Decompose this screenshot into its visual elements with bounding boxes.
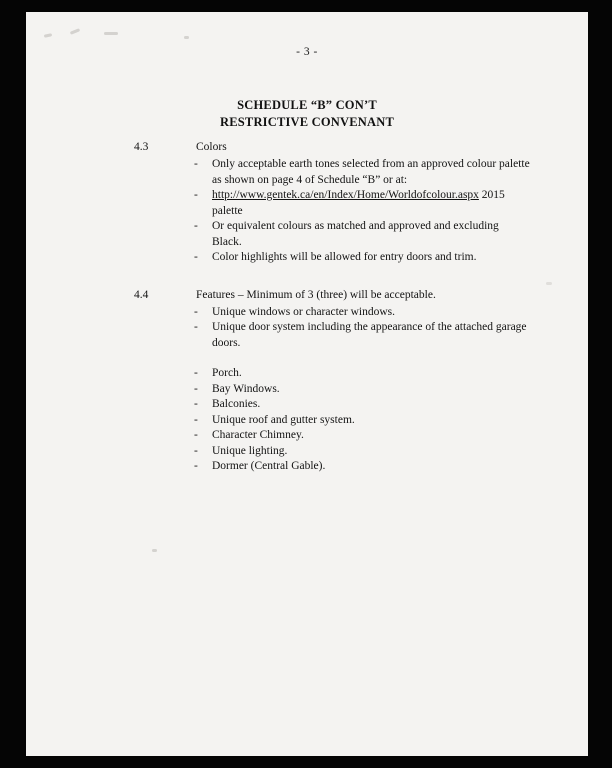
section-title: Features – Minimum of 3 (three) will be acceptable. — [196, 288, 436, 301]
list-item-text: Unique door system including the appearance of the attached garage doors. — [212, 321, 527, 349]
list-item-text — [212, 188, 530, 219]
list-item-text: Only acceptable earth tones selected from an approved colour palette as shown on page 4 of Schedule “B” or at: — [212, 158, 530, 186]
list-marker: - — [194, 158, 198, 170]
page-title-line-2: RESTRICTIVE CONVENANT — [219, 115, 395, 129]
section-4-4-bullets-group-2 — [26, 366, 588, 475]
list-item-text-suffix: 2015 palette — [212, 189, 505, 217]
list-item-text: Balconies. — [212, 398, 261, 410]
scan-artifact — [70, 28, 80, 35]
list-item — [26, 305, 588, 321]
list-item — [26, 382, 588, 398]
page-number: - 3 - — [296, 46, 318, 58]
section-spacer — [26, 274, 588, 288]
list-item-text: Unique lighting. — [212, 444, 288, 457]
section-number: 4.3 — [134, 141, 149, 153]
page-title — [26, 97, 588, 131]
document-body — [26, 140, 588, 483]
list-item-text: Color highlights will be allowed for entry doors and trim. — [212, 251, 477, 263]
section-4-4-bullets-group-1 — [26, 305, 588, 352]
scan-artifact — [184, 36, 189, 39]
list-marker: - — [194, 398, 198, 410]
list-item — [26, 250, 588, 266]
list-spacer — [26, 351, 588, 364]
list-item — [26, 157, 588, 188]
list-marker: - — [194, 429, 198, 441]
list-item — [26, 428, 588, 444]
list-item-text: Unique roof and gutter system. — [212, 413, 355, 426]
section-number: 4.4 — [134, 288, 149, 301]
list-item — [26, 444, 588, 460]
list-marker: - — [194, 444, 198, 457]
section-title: Colors — [196, 141, 227, 153]
scan-artifact — [104, 32, 118, 35]
list-item-text: Unique windows or character windows. — [212, 305, 395, 318]
list-marker: - — [194, 367, 198, 379]
list-marker: - — [194, 305, 198, 318]
list-item — [26, 188, 588, 219]
list-item-text: Bay Windows. — [212, 382, 280, 395]
list-item-text: Character Chimney. — [212, 429, 304, 441]
scan-artifact — [152, 549, 157, 552]
list-item-text: Porch. — [212, 367, 242, 379]
list-item — [26, 413, 588, 429]
list-marker: - — [194, 321, 198, 333]
document-page — [26, 12, 588, 756]
list-marker: - — [194, 382, 198, 395]
list-item — [26, 366, 588, 382]
section-4-3 — [26, 140, 588, 266]
colour-palette-link[interactable]: http://www.gentek.ca/en/Index/Home/Worldofcolour.aspx — [212, 189, 479, 201]
list-item — [26, 459, 588, 475]
page-title-line-1: SCHEDULE “B” CON’T — [237, 98, 377, 112]
list-item — [26, 397, 588, 413]
list-item-text: Or equivalent colours as matched and approved and excluding Black. — [212, 220, 499, 248]
list-marker: - — [194, 460, 198, 472]
list-item — [26, 320, 588, 351]
section-4-3-bullets — [26, 157, 588, 266]
list-marker: - — [194, 189, 198, 201]
list-item-text: Dormer (Central Gable). — [212, 460, 326, 472]
section-heading — [26, 288, 588, 303]
scan-artifact — [44, 33, 52, 38]
section-heading — [26, 140, 588, 155]
list-marker: - — [194, 413, 198, 426]
list-item — [26, 219, 588, 250]
section-4-4 — [26, 288, 588, 475]
list-marker: - — [194, 220, 198, 232]
list-marker: - — [194, 251, 198, 263]
